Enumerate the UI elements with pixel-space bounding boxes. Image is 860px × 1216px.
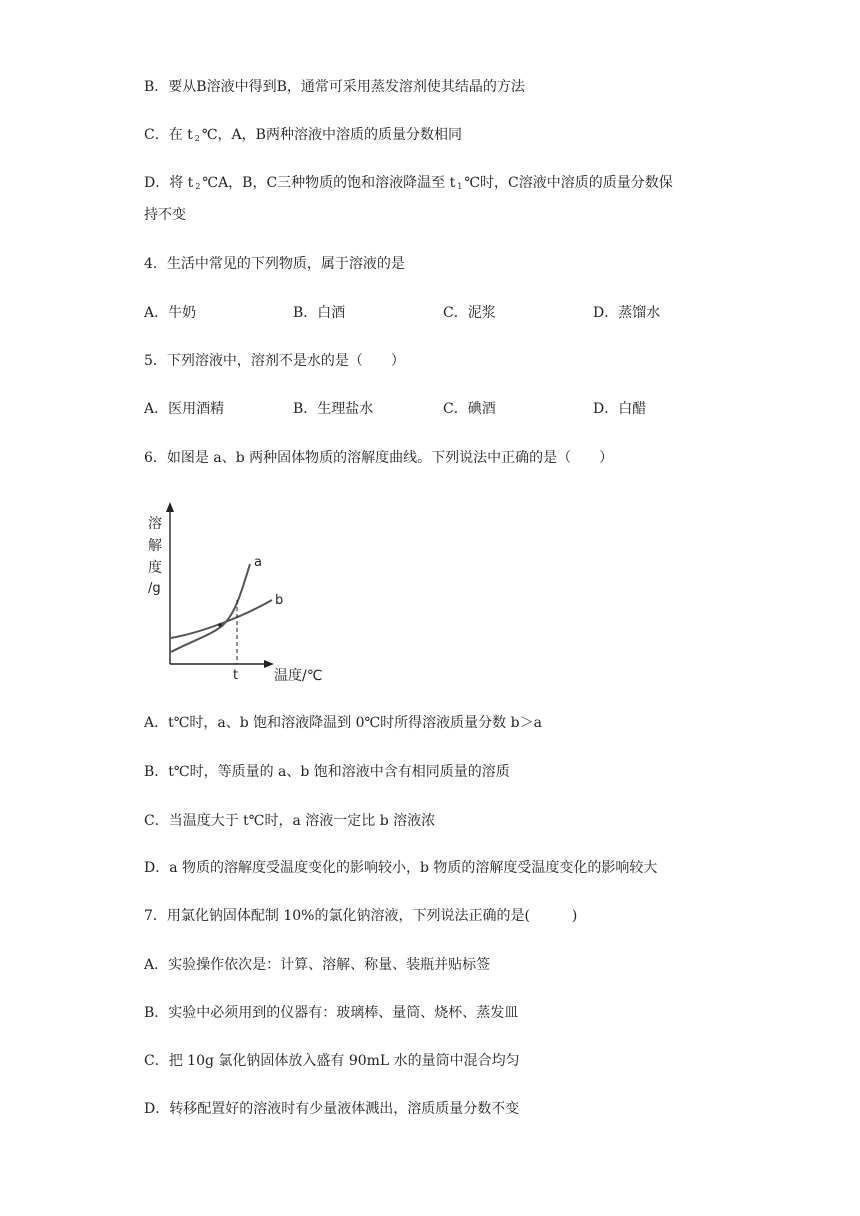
ylabel-char-1: 溶	[148, 516, 162, 532]
q5-stem: 5．下列溶液中，溶剂不是水的是（ ）	[144, 353, 405, 369]
q5-option-a: A．医用酒精	[144, 401, 225, 417]
y-axis-arrow	[166, 502, 174, 512]
q6-option-c: C．当温度大于 t℃时，a 溶液一定比 b 溶液浓	[144, 813, 436, 829]
q7-option-c: C．把 10g 氯化钠固体放入盛有 90mL 水的量筒中混合均匀	[144, 1053, 520, 1069]
ylabel-unit: /g	[148, 581, 161, 596]
q3-option-d-sub2: 1	[457, 182, 463, 191]
curve-b-label: b	[275, 593, 284, 608]
q7-stem: 7．用氯化钠固体配制 10%的氯化钠溶液，下列说法正确的是( )	[144, 908, 578, 924]
x-axis-arrow	[264, 660, 274, 668]
q5-option-c: C．碘酒	[443, 401, 496, 417]
q7-option-a: A．实验操作依次是：计算、溶解、称量、装瓶并贴标签	[144, 957, 491, 973]
q3-option-c-pre: C．在 t	[144, 127, 193, 143]
q6-stem: 6．如图是 a、b 两种固体物质的溶解度曲线。下列说法中正确的是（ ）	[144, 450, 614, 466]
ylabel-char-2: 解	[148, 538, 162, 554]
ylabel-char-3: 度	[148, 560, 162, 576]
q7-option-b: B．实验中必须用到的仪器有：玻璃棒、量筒、烧杯、蒸发皿	[144, 1005, 519, 1021]
q3-option-b: B．要从B溶液中得到B，通常可采用蒸发溶剂使其结晶的方法	[144, 79, 525, 95]
q3-option-c-sub: 2	[194, 134, 200, 143]
q5-option-b: B．生理盐水	[293, 401, 374, 417]
q4-option-b: B．白酒	[293, 305, 346, 321]
q5-option-d: D．白醋	[593, 401, 647, 417]
t-label: t	[233, 668, 239, 683]
q3-option-d-line2: 持不变	[144, 207, 186, 223]
q4-stem: 4．生活中常见的下列物质，属于溶液的是	[144, 256, 405, 272]
q3-option-d-sub1: 2	[195, 182, 201, 191]
q7-option-d: D．转移配置好的溶液时有少量液体溅出，溶质质量分数不变	[144, 1101, 520, 1117]
q4-option-d: D．蒸馏水	[593, 305, 661, 321]
q3-option-c	[144, 125, 462, 149]
intersection-point	[218, 623, 222, 627]
solubility-curve-figure	[144, 494, 344, 690]
curve-a	[171, 564, 250, 652]
curve-a-label: a	[254, 555, 262, 570]
q4-option-c: C．泥浆	[443, 305, 496, 321]
q6-option-b: B．t℃时，等质量的 a、b 饱和溶液中含有相同质量的溶质	[144, 764, 510, 780]
curve-b	[171, 600, 272, 638]
q3-option-c-post: ℃，A，B两种溶液中溶质的质量分数相同	[201, 127, 462, 143]
q3-option-d-post: ℃时，C溶液中溶质的质量分数保	[464, 175, 673, 191]
q3-option-d-mid: ℃A，B，C三种物质的饱和溶液降温至 t	[202, 175, 456, 191]
q3-option-d-pre: D．将 t	[144, 175, 194, 191]
q6-option-d: D．a 物质的溶解度受温度变化的影响较小，b 物质的溶解度受温度变化的影响较大	[144, 860, 658, 876]
q4-option-a: A．牛奶	[144, 305, 197, 321]
x-axis-label: 温度/℃	[274, 668, 323, 684]
q3-option-d	[144, 173, 673, 197]
q6-option-a: A．t℃时，a、b 饱和溶液降温到 0℃时所得溶液质量分数 b＞a	[144, 715, 542, 731]
